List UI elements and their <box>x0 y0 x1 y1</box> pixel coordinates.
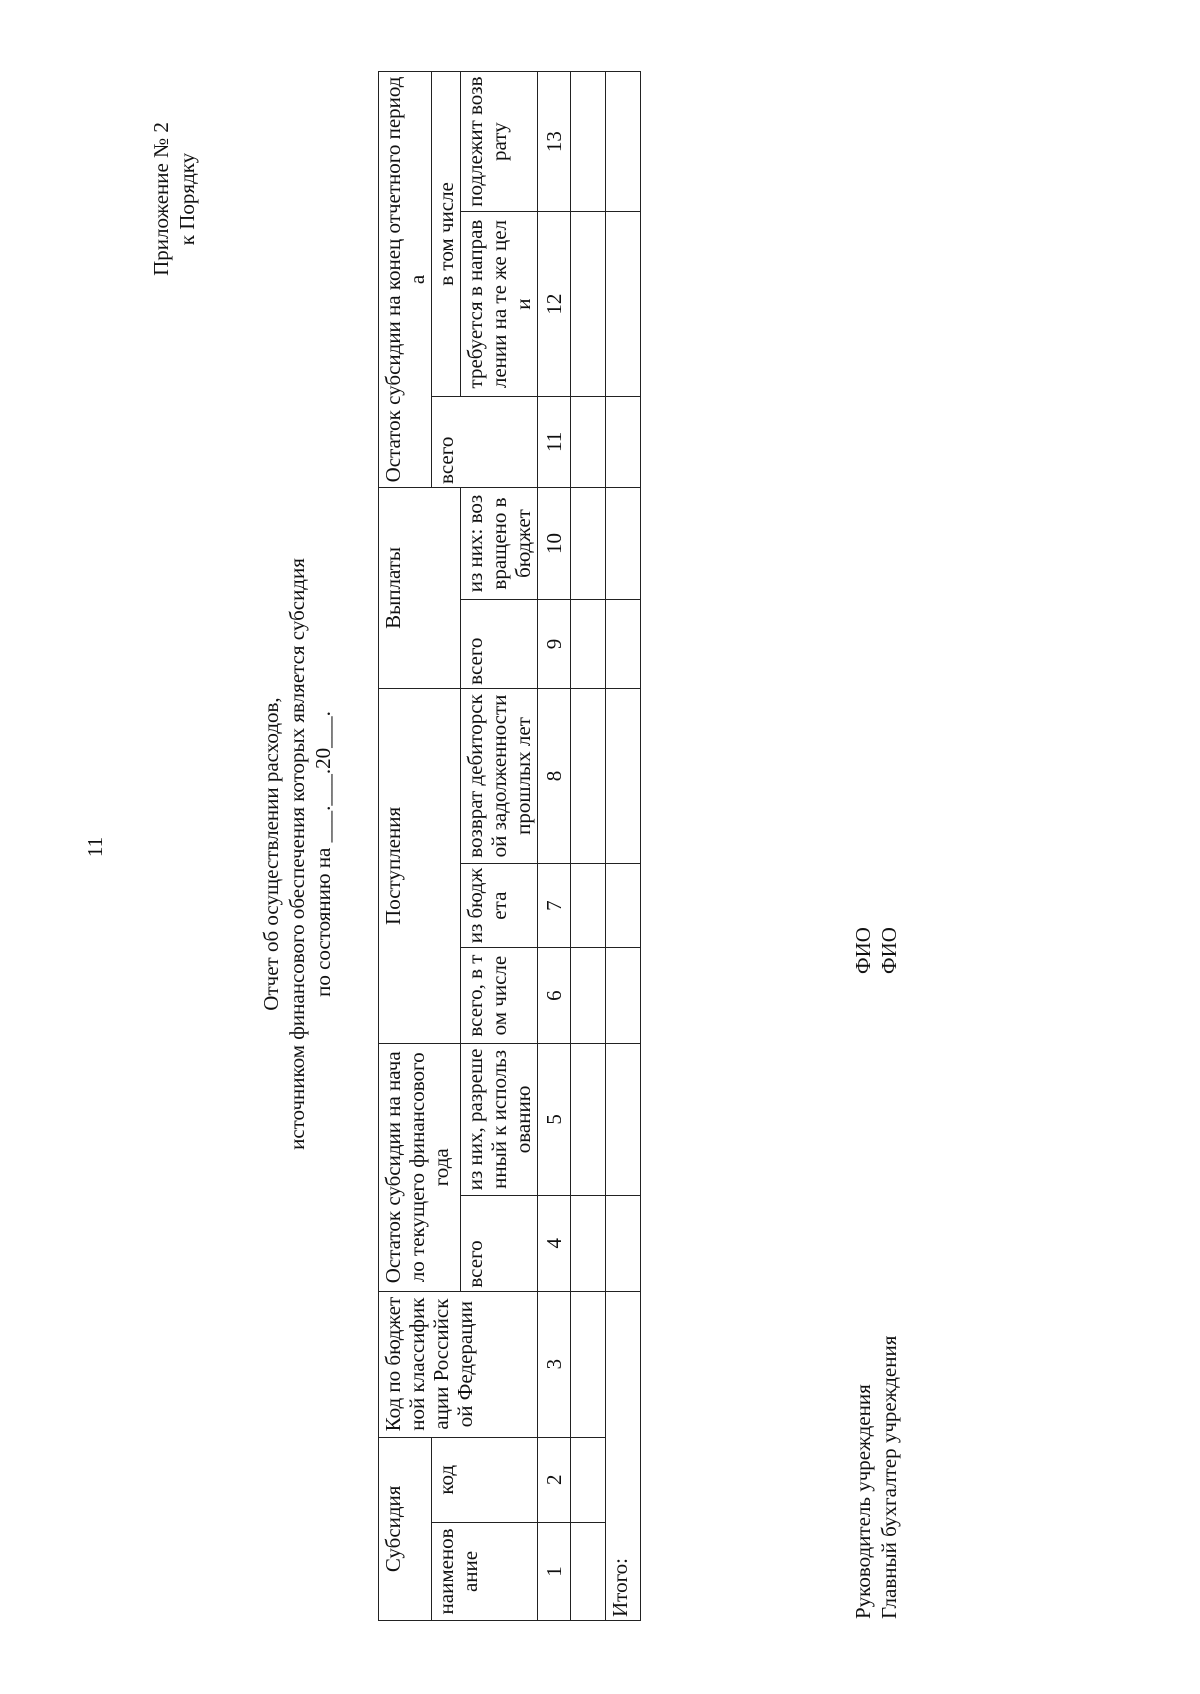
table-cell <box>571 600 606 689</box>
appendix-line-1: Приложение № 2 <box>149 122 173 276</box>
table-cell <box>606 396 641 487</box>
header-balance-start-allowed: из них, разрешенный к использованию <box>461 1043 538 1195</box>
header-row-1 <box>379 72 432 1621</box>
table-cell <box>571 688 606 863</box>
table-cell <box>606 600 641 689</box>
table-cell <box>606 864 641 948</box>
header-balance-end-including: в том числе <box>432 72 461 397</box>
title-line-3: по состоянию на ___.___.20___. <box>311 711 335 997</box>
report-title <box>258 364 336 1344</box>
signature-block <box>850 1336 902 1619</box>
header-balance-end-refund: подлежит возврату <box>461 72 538 212</box>
total-row <box>606 72 641 1621</box>
table-cell <box>571 1522 606 1620</box>
table-cell <box>571 1291 606 1437</box>
header-payments-total: всего <box>461 600 538 689</box>
column-number: 2 <box>538 1437 571 1522</box>
title-line-2: источником финансового обеспечения которых является субсидия <box>285 558 309 1150</box>
appendix-line-2: к Порядку <box>175 152 199 246</box>
fio-2: ФИО <box>877 927 901 974</box>
table-cell <box>571 72 606 212</box>
table-cell <box>571 212 606 397</box>
table-cell <box>571 1195 606 1291</box>
header-balance-start-total: всего <box>461 1195 538 1291</box>
column-number: 10 <box>538 487 571 599</box>
table-cell <box>571 487 606 599</box>
header-subsidy: Субсидия <box>379 1437 432 1620</box>
column-number: 4 <box>538 1195 571 1291</box>
head-of-institution-label: Руководитель учреждения <box>851 1384 875 1619</box>
table-cell <box>606 1195 641 1291</box>
header-balance-end: Остаток субсидии на конец отчетного периода <box>379 72 432 488</box>
table-cell <box>606 1043 641 1195</box>
header-receipts-budget: из бюджета <box>461 864 538 948</box>
column-number: 3 <box>538 1291 571 1437</box>
appendix-reference <box>148 104 200 294</box>
header-payments-returned: из них: возвращено в бюджет <box>461 487 538 599</box>
header-balance-end-required: требуется в направлении на те же цели <box>461 212 538 397</box>
chief-accountant-label: Главный бухгалтер учреждения <box>877 1335 901 1619</box>
fio-1: ФИО <box>851 927 875 974</box>
report-table <box>378 71 641 1621</box>
header-name: наименование <box>432 1522 538 1620</box>
column-number: 6 <box>538 948 571 1044</box>
header-receipts: Поступления <box>379 688 461 1043</box>
column-number: 7 <box>538 864 571 948</box>
table-cell <box>606 72 641 212</box>
header-balance-end-total: всего <box>432 396 538 487</box>
total-label: Итого: <box>606 1291 641 1620</box>
table-cell <box>571 1437 606 1522</box>
table-cell <box>571 396 606 487</box>
title-line-1: Отчет об осуществлении расходов, <box>259 697 283 1011</box>
header-code: код <box>432 1437 538 1522</box>
column-number: 9 <box>538 600 571 689</box>
header-receipts-return: возврат дебиторской задолженности прошлых лет <box>461 688 538 863</box>
signature-names <box>850 927 902 974</box>
header-budget-code: Код по бюджетной классификации Российской Федерации <box>379 1291 538 1437</box>
column-number: 11 <box>538 396 571 487</box>
column-number-row <box>538 72 571 1621</box>
table-cell <box>606 487 641 599</box>
column-number: 5 <box>538 1043 571 1195</box>
table-cell <box>606 212 641 397</box>
column-number: 13 <box>538 72 571 212</box>
page-number: 11 <box>83 836 107 858</box>
column-number: 12 <box>538 212 571 397</box>
table-cell <box>571 864 606 948</box>
column-number: 1 <box>538 1522 571 1620</box>
header-receipts-total: всего, в том числе <box>461 948 538 1044</box>
empty-data-row <box>571 72 606 1621</box>
table-cell <box>571 1043 606 1195</box>
table-cell <box>606 688 641 863</box>
header-balance-start: Остаток субсидии на начало текущего финансового года <box>379 1043 461 1291</box>
table-cell <box>606 948 641 1044</box>
table-cell <box>571 948 606 1044</box>
column-number: 8 <box>538 688 571 863</box>
header-payments: Выплаты <box>379 487 461 688</box>
